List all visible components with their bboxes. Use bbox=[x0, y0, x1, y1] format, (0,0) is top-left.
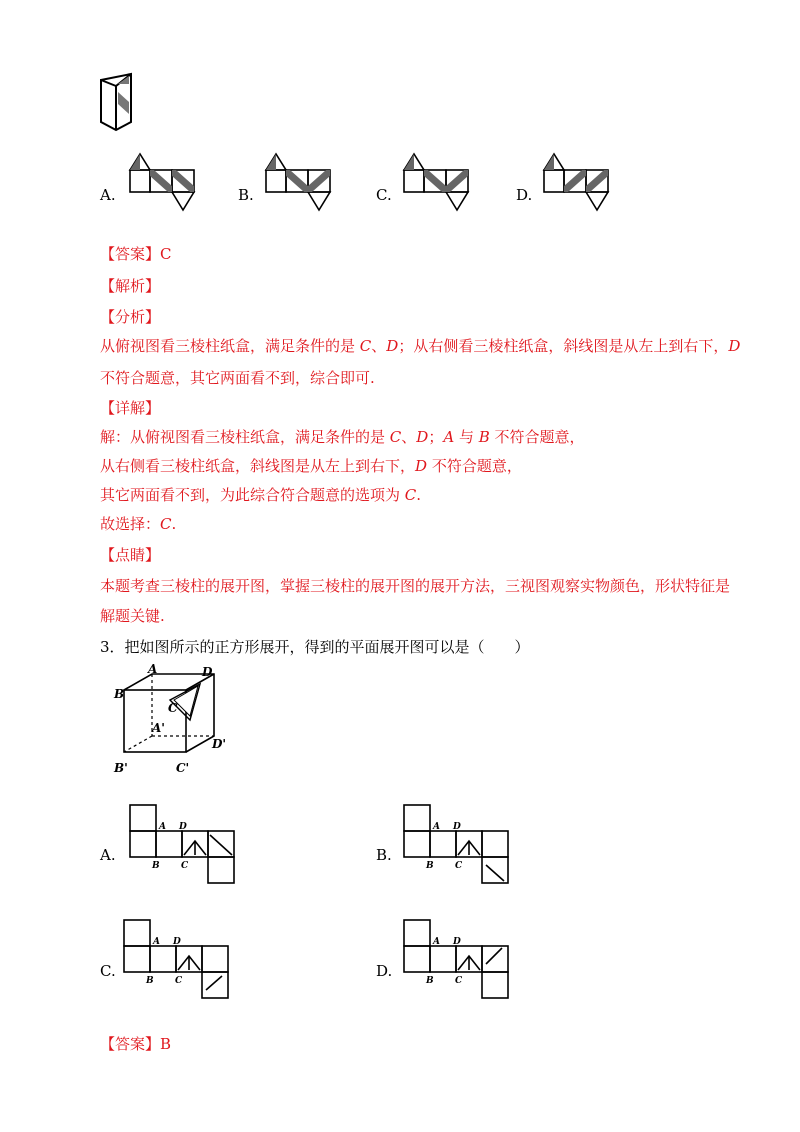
q2-option-b-label[interactable]: B. bbox=[238, 186, 254, 204]
text: C bbox=[404, 486, 417, 504]
q2-option-c-label[interactable]: C. bbox=[376, 186, 392, 204]
net-label: B bbox=[152, 861, 160, 871]
net-label: D bbox=[453, 937, 461, 947]
q3-option-a-figure[interactable] bbox=[128, 803, 248, 887]
q2-detail-line1 bbox=[100, 427, 585, 447]
text: D bbox=[415, 457, 428, 475]
net-label: B bbox=[426, 861, 434, 871]
answer-tag: 【答案】 bbox=[100, 245, 161, 263]
net-label: A bbox=[159, 822, 166, 832]
cube-label-a: A bbox=[148, 662, 158, 676]
text: 不符合题意， bbox=[489, 428, 585, 446]
q2-answer bbox=[100, 244, 172, 264]
net-label: C bbox=[455, 976, 463, 986]
text: ； bbox=[428, 428, 444, 446]
net-label: A bbox=[433, 937, 440, 947]
q2-option-a-figure[interactable] bbox=[126, 150, 196, 214]
cube-label-c: C bbox=[168, 701, 178, 715]
q2-option-d-label[interactable]: D. bbox=[516, 186, 533, 204]
net-label: C bbox=[455, 861, 463, 871]
q2-detail-tag: 【详解】 bbox=[100, 399, 161, 417]
answer-value: B bbox=[160, 1035, 172, 1053]
text: C bbox=[389, 428, 402, 446]
q3-option-b-figure[interactable] bbox=[402, 803, 522, 887]
net-label: D bbox=[453, 822, 461, 832]
answer-tag: 【答案】 bbox=[100, 1035, 161, 1053]
text: A bbox=[443, 428, 455, 446]
text: 不符合题意， bbox=[427, 457, 522, 475]
text: ；从右侧看三棱柱纸盒，斜线图是从左上到右下， bbox=[398, 337, 729, 355]
net-label: B bbox=[146, 976, 154, 986]
q3-stem: 3．把如图所示的正方形展开，得到的平面展开图可以是（ ） bbox=[100, 638, 530, 656]
cube-label-d: D bbox=[202, 665, 213, 679]
text: 与 bbox=[454, 428, 479, 446]
text: D bbox=[728, 337, 741, 355]
net-label: D bbox=[173, 937, 181, 947]
q3-option-c-label[interactable]: C. bbox=[100, 962, 116, 980]
q3-option-d-label[interactable]: D. bbox=[376, 962, 393, 980]
net-label: C bbox=[181, 861, 189, 871]
q2-detail-line2 bbox=[100, 456, 522, 476]
q2-comment-line1: 本题考查三棱柱的展开图，掌握三棱柱的展开图的展开方法，三视图观察实物颜色，形状特征是 bbox=[100, 577, 731, 595]
q3-answer bbox=[100, 1034, 171, 1054]
q2-option-d-figure[interactable] bbox=[540, 150, 610, 214]
q2-option-a-label[interactable]: A. bbox=[100, 186, 116, 204]
q2-detail-line3 bbox=[100, 485, 421, 505]
text: C bbox=[359, 337, 372, 355]
net-label: B bbox=[426, 976, 434, 986]
net-label: A bbox=[153, 937, 160, 947]
text: D bbox=[386, 337, 399, 355]
cube-label-d-prime: D' bbox=[212, 737, 227, 751]
net-label: C bbox=[175, 976, 183, 986]
q2-comment-tag: 【点睛】 bbox=[100, 546, 161, 564]
q2-option-c-figure[interactable] bbox=[400, 150, 470, 214]
text: 其它两面看不到，为此综合符合题意的选项为 bbox=[100, 486, 405, 504]
q3-option-c-figure[interactable] bbox=[122, 918, 242, 1002]
q2-analysis-tag: 【解析】 bbox=[100, 277, 161, 295]
cube-label-b-prime: B' bbox=[114, 761, 128, 775]
q3-option-d-figure[interactable] bbox=[402, 918, 522, 1002]
text: . bbox=[416, 486, 422, 504]
cube-label-b: B bbox=[114, 687, 125, 701]
text: D bbox=[416, 428, 429, 446]
q3-cube-figure bbox=[112, 664, 242, 774]
text: B bbox=[478, 428, 490, 446]
prism-figure bbox=[96, 70, 146, 132]
cube-label-c-prime: C' bbox=[176, 761, 190, 775]
text: 从右侧看三棱柱纸盒，斜线图是从左上到右下， bbox=[100, 457, 416, 475]
text: 解：从俯视图看三棱柱纸盒，满足条件的是 bbox=[100, 428, 390, 446]
text: . bbox=[171, 515, 177, 533]
q2-detail-line4 bbox=[100, 514, 176, 534]
answer-value: C bbox=[160, 245, 172, 263]
net-label: D bbox=[179, 822, 187, 832]
cube-label-a-prime: A' bbox=[152, 721, 165, 735]
q3-option-a-label[interactable]: A. bbox=[100, 846, 116, 864]
net-label: A bbox=[433, 822, 440, 832]
text: 、 bbox=[371, 337, 387, 355]
text: 、 bbox=[401, 428, 417, 446]
text: C bbox=[160, 515, 172, 533]
q3-option-b-label[interactable]: B. bbox=[376, 846, 392, 864]
q2-option-b-figure[interactable] bbox=[262, 150, 332, 214]
q2-comment-line2: 解题关键. bbox=[100, 607, 165, 625]
text: 从俯视图看三棱柱纸盒，满足条件的是 bbox=[100, 337, 360, 355]
q2-fenxi-tag: 【分析】 bbox=[100, 308, 161, 326]
q2-fenxi-line1 bbox=[100, 336, 740, 356]
text: 故选择： bbox=[100, 515, 161, 533]
q2-fenxi-line2: 不符合题意，其它两面看不到，综合即可. bbox=[100, 369, 375, 387]
